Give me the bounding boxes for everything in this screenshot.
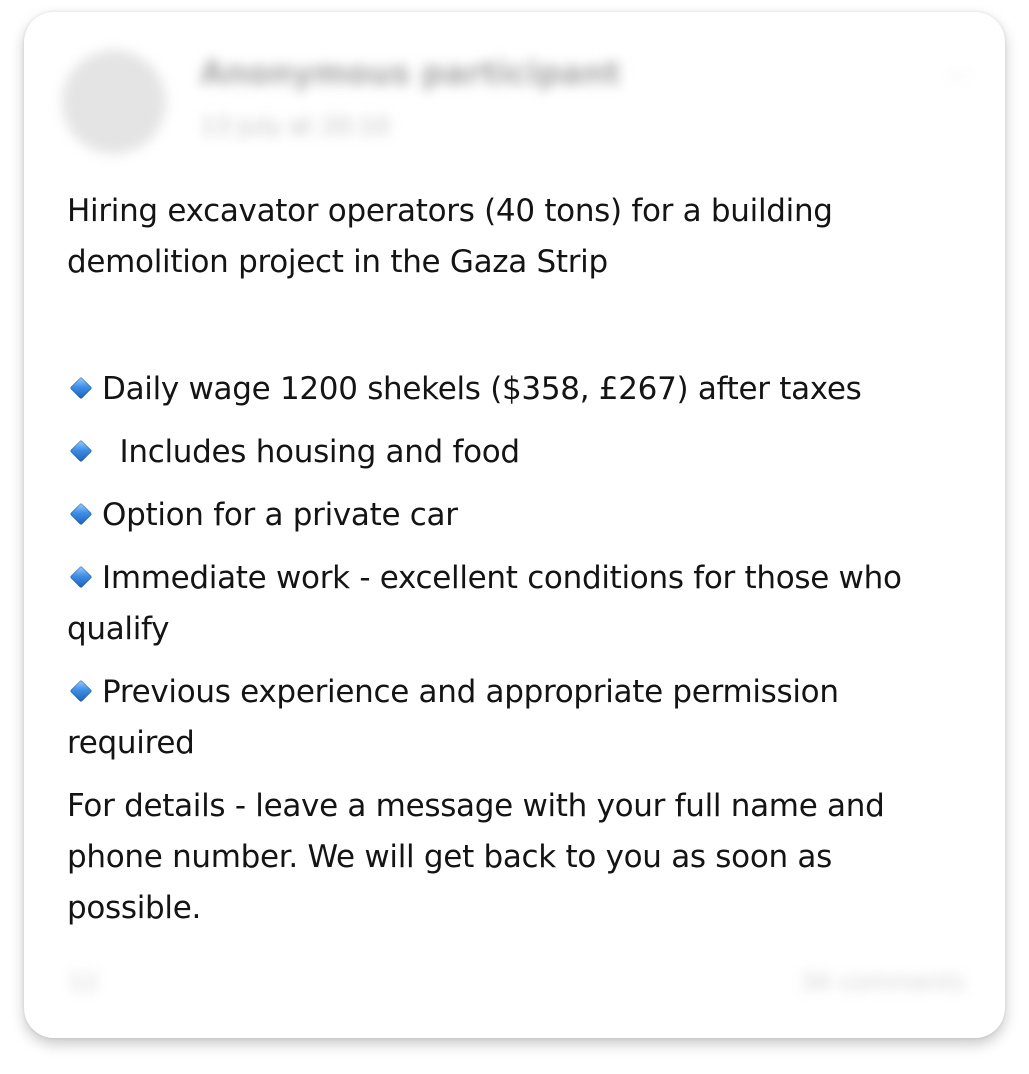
- bullet-text: Option for a private car: [102, 497, 458, 533]
- comment-count[interactable]: 34 comments: [800, 968, 965, 996]
- reaction-count[interactable]: 12: [68, 968, 99, 996]
- blue-diamond-icon: [70, 503, 93, 526]
- post-headline: Hiring excavator operators (40 tons) for a building demolition project in the Gaza Strip: [67, 193, 833, 280]
- bullet-item-wage: [67, 364, 967, 415]
- post-timestamp[interactable]: 13 July at 20:10: [200, 112, 390, 140]
- avatar[interactable]: [62, 50, 166, 154]
- bullet-text: Previous experience and appropriate permission required: [67, 674, 839, 761]
- more-options-button[interactable]: ...: [948, 58, 969, 83]
- blue-diamond-icon: [70, 377, 93, 400]
- bullet-text: Immediate work - excellent conditions for those who qualify: [67, 560, 902, 647]
- bullet-item-car: [67, 490, 967, 541]
- paragraph-spacer: [67, 288, 967, 364]
- bullet-item-housing: [67, 427, 967, 478]
- bullet-item-experience: [67, 667, 967, 769]
- post-body: [67, 186, 967, 934]
- blue-diamond-icon: [70, 440, 93, 463]
- blue-diamond-icon: [70, 680, 93, 703]
- bullet-text: Includes housing and food: [110, 434, 520, 470]
- bullet-item-immediate-work: [67, 553, 967, 655]
- post-card: [24, 12, 1005, 1038]
- post-closing: For details - leave a message with your full name and phone number. We will get back to you as soon as possible.: [67, 788, 885, 926]
- bullet-text: Daily wage 1200 shekels ($358, £267) after taxes: [102, 371, 862, 407]
- blue-diamond-icon: [70, 566, 93, 589]
- author-name[interactable]: Anonymous participant: [200, 54, 621, 92]
